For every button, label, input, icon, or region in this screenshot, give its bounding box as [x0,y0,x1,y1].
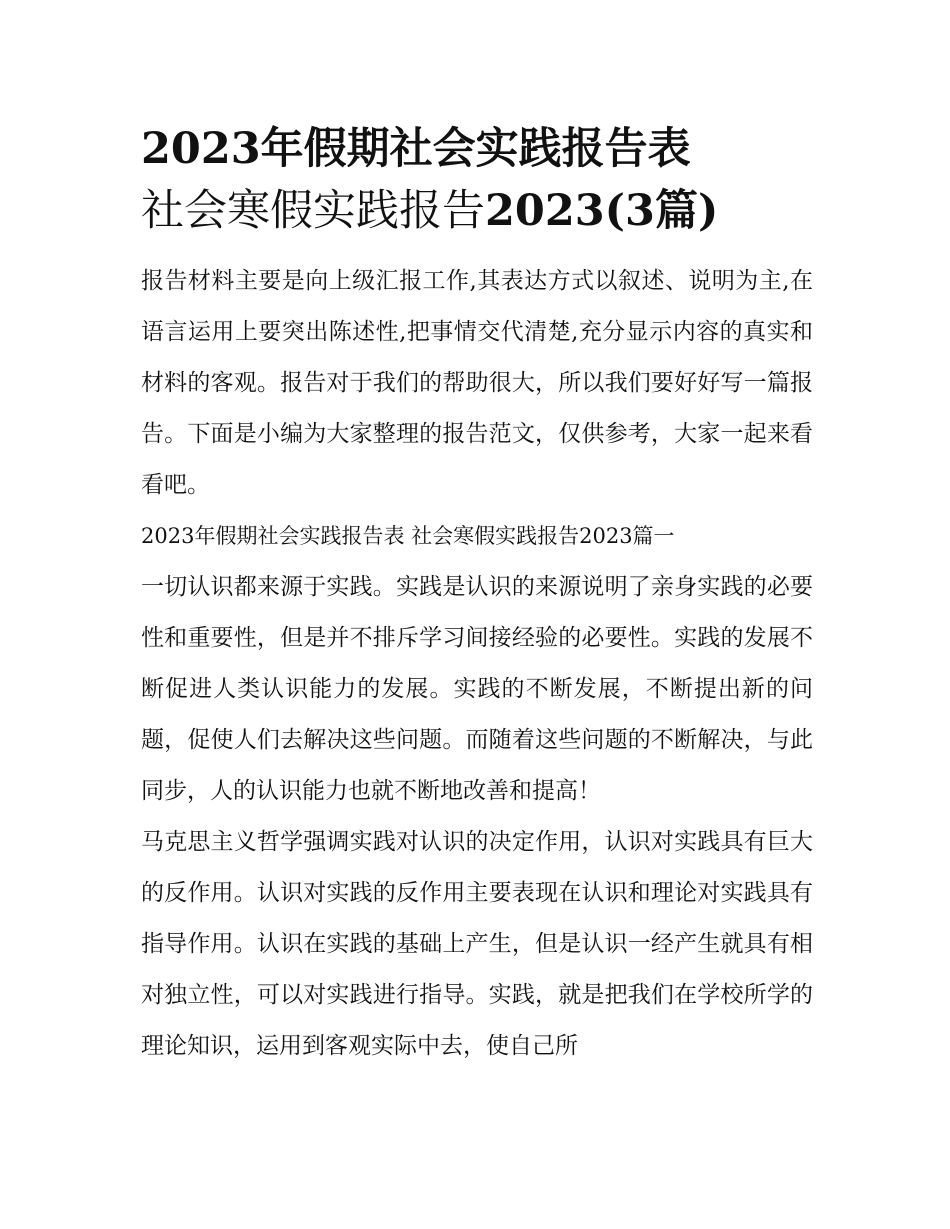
document-page [141,118,813,1072]
body-paragraph-1: 一切认识都来源于实践。实践是认识的来源说明了亲身实践的必要性和重要性，但是并不排斥学习间接经验的必要性。实践的发展不断促进人类认识能力的发展。实践的不断发展，不断提出新的问题，促使人们去解决这些问题。而随着这些问题的不断解决，与此同步，人的认识能力也就不断地改善和提高！ [141,574,813,804]
body-paragraph-2: 马克思主义哲学强调实践对认识的决定作用，认识对实践具有巨大的反作用。认识对实践的反作用主要表现在认识和理论对实践具有指导作用。认识在实践的基础上产生，但是认识一经产生就具有相对独立性，可以对实践进行指导。实践，就是把我们在学校所学的理论知识，运用到客观实际中去，使自己所 [141,829,813,1059]
title-line-2 [141,180,813,242]
document-title [141,118,813,242]
title-line-1: 2023年假期社会实践报告表 [141,124,691,174]
section-heading: 2023年假期社会实践报告表 社会寒假实践报告2023篇一 [141,524,675,548]
intro-paragraph: 报告材料主要是向上级汇报工作,其表达方式以叙述、说明为主,在语言运用上要突出陈述性,把事情交代清楚,充分显示内容的真实和材料的客观。报告对于我们的帮助很大，所以我们要好好写一篇报告。下面是小编为大家整理的报告范文，仅供参考，大家一起来看看吧。 [141,268,813,498]
title-line-2-year: 2023(3篇) [485,186,719,236]
title-line-2-text: 社会寒假实践报告 [141,186,485,236]
